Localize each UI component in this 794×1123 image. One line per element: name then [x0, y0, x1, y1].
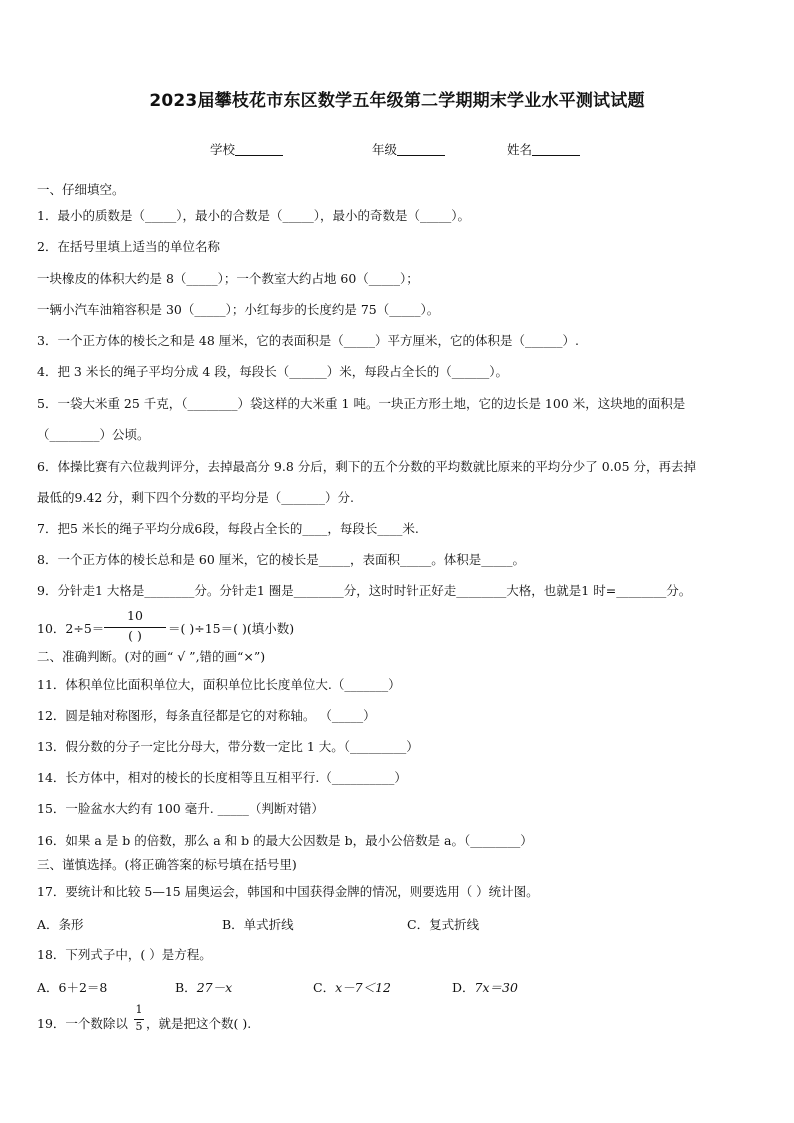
question-15: 15．一脸盆水大约有 100 毫升. _____（判断对错）: [37, 801, 324, 816]
question-14: 14．长方体中，相对的棱长的长度相等且互相平行.（__________）: [37, 770, 407, 785]
question-18-option-d[interactable]: [452, 978, 518, 996]
question-18-option-a[interactable]: [37, 978, 107, 996]
question-18-option-a-expr: 6＋2＝8: [58, 980, 108, 995]
question-13: 13．假分数的分子一定比分母大，带分数一定比 1 大。（_________）: [37, 739, 419, 754]
page-title: 2023届攀枝花市东区数学五年级第二学期期末学业水平测试试题: [149, 91, 645, 111]
question-18-option-a-label: A．: [37, 980, 59, 995]
name-field: [507, 140, 580, 158]
question-18-option-b[interactable]: [175, 978, 232, 996]
section-1-heading: 一、仔细填空。: [37, 182, 125, 197]
question-18-option-c-label: C．: [313, 980, 336, 995]
question-19-numerator: 1: [135, 1003, 143, 1016]
name-blank[interactable]: [532, 143, 580, 156]
question-18-option-d-label: D．: [452, 980, 475, 995]
question-10-prefix: 10．2÷5＝: [37, 621, 105, 636]
grade-label: 年级: [372, 142, 398, 157]
grade-field: [372, 140, 445, 158]
school-label: 学校: [210, 142, 236, 157]
school-field: [210, 140, 283, 158]
question-17-option-a[interactable]: A．条形: [37, 917, 84, 932]
question-3: 3．一个正方体的棱长之和是 48 厘米，它的表面积是（_____）平方厘米，它的体积是（______）.: [37, 333, 580, 348]
question-7: 7．把5 米长的绳子平均分成6段，每段占全长的____，每段长____米.: [37, 521, 419, 536]
question-2: 2．在括号里填上适当的单位名称: [37, 239, 220, 254]
question-17-option-c[interactable]: C．复式折线: [407, 917, 480, 932]
question-5-line-a: 5．一袋大米重 25 千克，（________）袋这样的大米重 1 吨。一块正方形土地，它的边长是 100 米，这块地的面积是: [37, 396, 686, 411]
question-10-suffix: ＝( )÷15＝( )(填小数): [168, 621, 295, 636]
question-6-line-b: 最低的9.42 分，剩下四个分数的平均分是（_______）分.: [37, 490, 355, 505]
grade-blank[interactable]: [397, 143, 445, 156]
question-10-denominator: ( ): [128, 628, 142, 643]
question-18-option-d-expr: 7x＝30: [474, 980, 518, 995]
question-12: 12．圆是轴对称图形，每条直径都是它的对称轴。 （_____）: [37, 708, 376, 723]
question-6-line-a: 6．体操比赛有六位裁判评分，去掉最高分 9.8 分后，剩下的五个分数的平均数就比原来的平均分少了 0.05 分，再去掉: [37, 459, 697, 474]
question-17: 17．要统计和比较 5—15 届奥运会，韩国和中国获得金牌的情况，则要选用（ ）统计图。: [37, 884, 539, 899]
question-19-denominator: 5: [135, 1020, 143, 1033]
name-label: 姓名: [507, 142, 533, 157]
question-1: 1．最小的质数是（_____），最小的合数是（_____），最小的奇数是（_____）。: [37, 208, 470, 223]
question-8: 8．一个正方体的棱长总和是 60 厘米，它的棱长是_____，表面积_____。体积是_____。: [37, 552, 526, 567]
question-19-prefix: 19．一个数除以: [37, 1016, 128, 1031]
school-blank[interactable]: [235, 143, 283, 156]
question-18-option-c-expr: x－7＜12: [335, 980, 391, 995]
section-2-heading: 二、准确判断。(对的画“ √ ”,错的画“×”): [37, 649, 266, 664]
question-18-option-c[interactable]: [313, 978, 391, 996]
question-9: 9．分针走1 大格是________分。分针走1 圈是________分，这时时针正好走________大格，也就是1 时=________分。: [37, 583, 692, 598]
question-11: 11．体积单位比面积单位大，面积单位比长度单位大.（_______）: [37, 677, 401, 692]
question-16: 16．如果 a 是 b 的倍数，那么 a 和 b 的最大公因数是 b，最小公倍数是 a。（________）: [37, 833, 533, 848]
question-10-numerator: 10: [127, 608, 143, 623]
section-3-heading: 三、谨慎选择。(将正确答案的标号填在括号里): [37, 857, 297, 872]
question-18-option-b-label: B．: [175, 980, 197, 995]
question-18: 18．下列式子中，( ）是方程。: [37, 947, 212, 962]
question-4: 4．把 3 米长的绳子平均分成 4 段，每段长（______）米，每段占全长的（______）。: [37, 364, 509, 379]
question-5-line-b: （________）公顷。: [37, 427, 150, 442]
question-18-option-b-expr: 27－x: [196, 980, 233, 995]
question-2-line-b: 一辆小汽车油箱容积是 30（_____）；小红每步的长度约是 75（_____）。: [37, 302, 440, 317]
question-2-line-a: 一块橡皮的体积大约是 8（_____）；一个教室大约占地 60（_____）；: [37, 271, 419, 286]
question-17-option-b[interactable]: B．单式折线: [222, 917, 294, 932]
question-19-suffix: ，就是把这个数( ).: [146, 1016, 252, 1031]
